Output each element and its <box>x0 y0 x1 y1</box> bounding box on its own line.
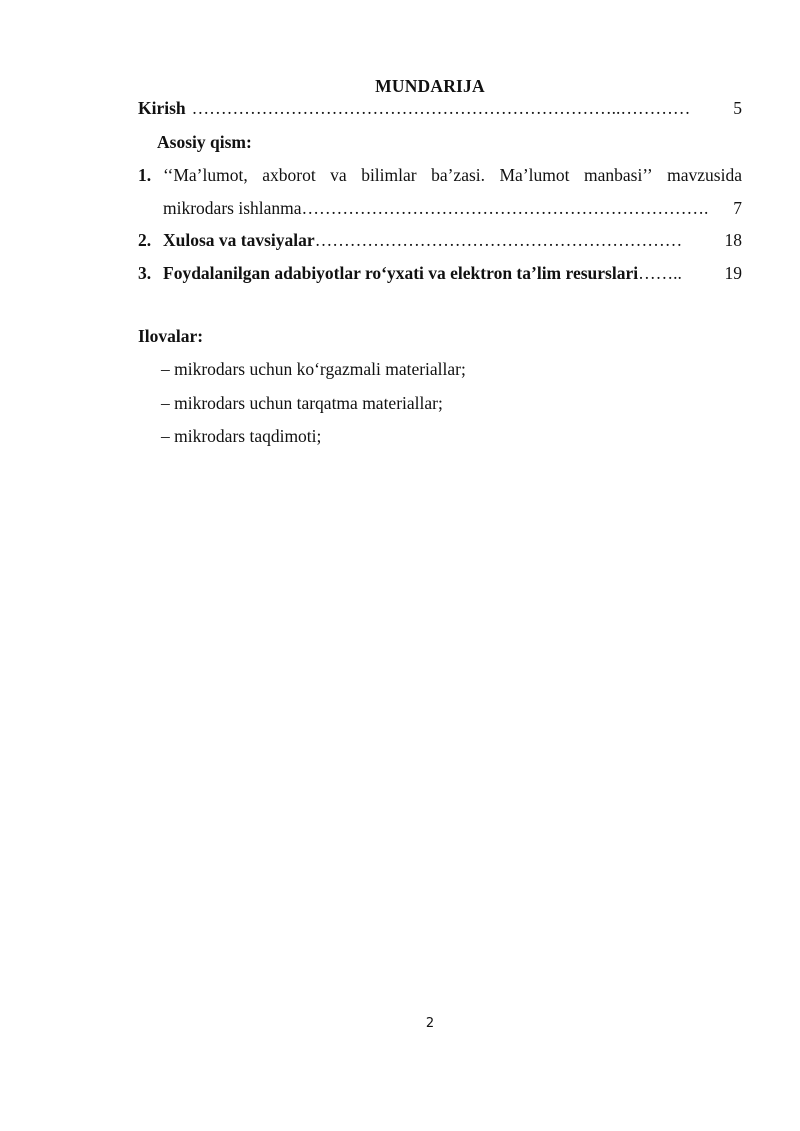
toc-item1-word: manbasi’’ <box>583 165 653 185</box>
toc-item1-page: 7 <box>733 198 742 218</box>
page-title: MUNDARIJA <box>375 76 485 96</box>
toc-item3-label: Foydalanilgan adabiyotlar ro‘yxati va elektron ta’lim resurslari <box>163 263 639 283</box>
toc-item1-word: mavzusida <box>667 165 742 185</box>
page-number: 2 <box>425 1016 435 1031</box>
toc-item3-number: 3. <box>138 263 152 283</box>
toc-item1-number: 1. <box>138 165 152 185</box>
toc-item3-leader: …….. <box>638 263 682 283</box>
toc-entry-item2 <box>163 229 742 251</box>
appendix-item: – mikrodars uchun ko‘rgazmali materiallar; <box>161 359 466 379</box>
toc-item1-leader: ……………………………………………………………. <box>301 198 709 218</box>
toc-item1-word: bilimlar <box>361 165 417 185</box>
toc-entry-item3 <box>163 262 742 284</box>
toc-intro-label: Kirish <box>138 98 186 118</box>
toc-item1-word: ba’zasi. <box>431 165 486 185</box>
toc-item1-word: Ma’lumot <box>499 165 570 185</box>
toc-intro-leader: ………………………………………………………………..………… <box>191 98 691 118</box>
appendix-item: – mikrodars uchun tarqatma materiallar; <box>161 393 443 413</box>
toc-entry-intro <box>138 97 742 119</box>
toc-item1-word: axborot <box>262 165 316 185</box>
toc-item2-page: 18 <box>724 230 742 250</box>
toc-item1-label-line2: mikrodars ishlanma <box>163 198 302 218</box>
toc-intro-page: 5 <box>733 98 742 118</box>
toc-item1-word: ‘‘Ma’lumot, <box>163 165 248 185</box>
appendix-heading: Ilovalar: <box>138 326 204 346</box>
toc-item2-number: 2. <box>138 230 152 250</box>
toc-item2-label: Xulosa va tavsiyalar <box>163 230 315 250</box>
toc-main-heading: Asosiy qism: <box>157 132 252 152</box>
toc-item1-word: va <box>330 165 347 185</box>
toc-item2-leader: ……………………………………………………… <box>314 230 683 250</box>
toc-entry-item1 <box>163 197 742 219</box>
toc-item3-page: 19 <box>724 263 742 283</box>
appendix-item: – mikrodars taqdimoti; <box>161 426 322 446</box>
toc-item1-title-line1 <box>163 164 742 186</box>
